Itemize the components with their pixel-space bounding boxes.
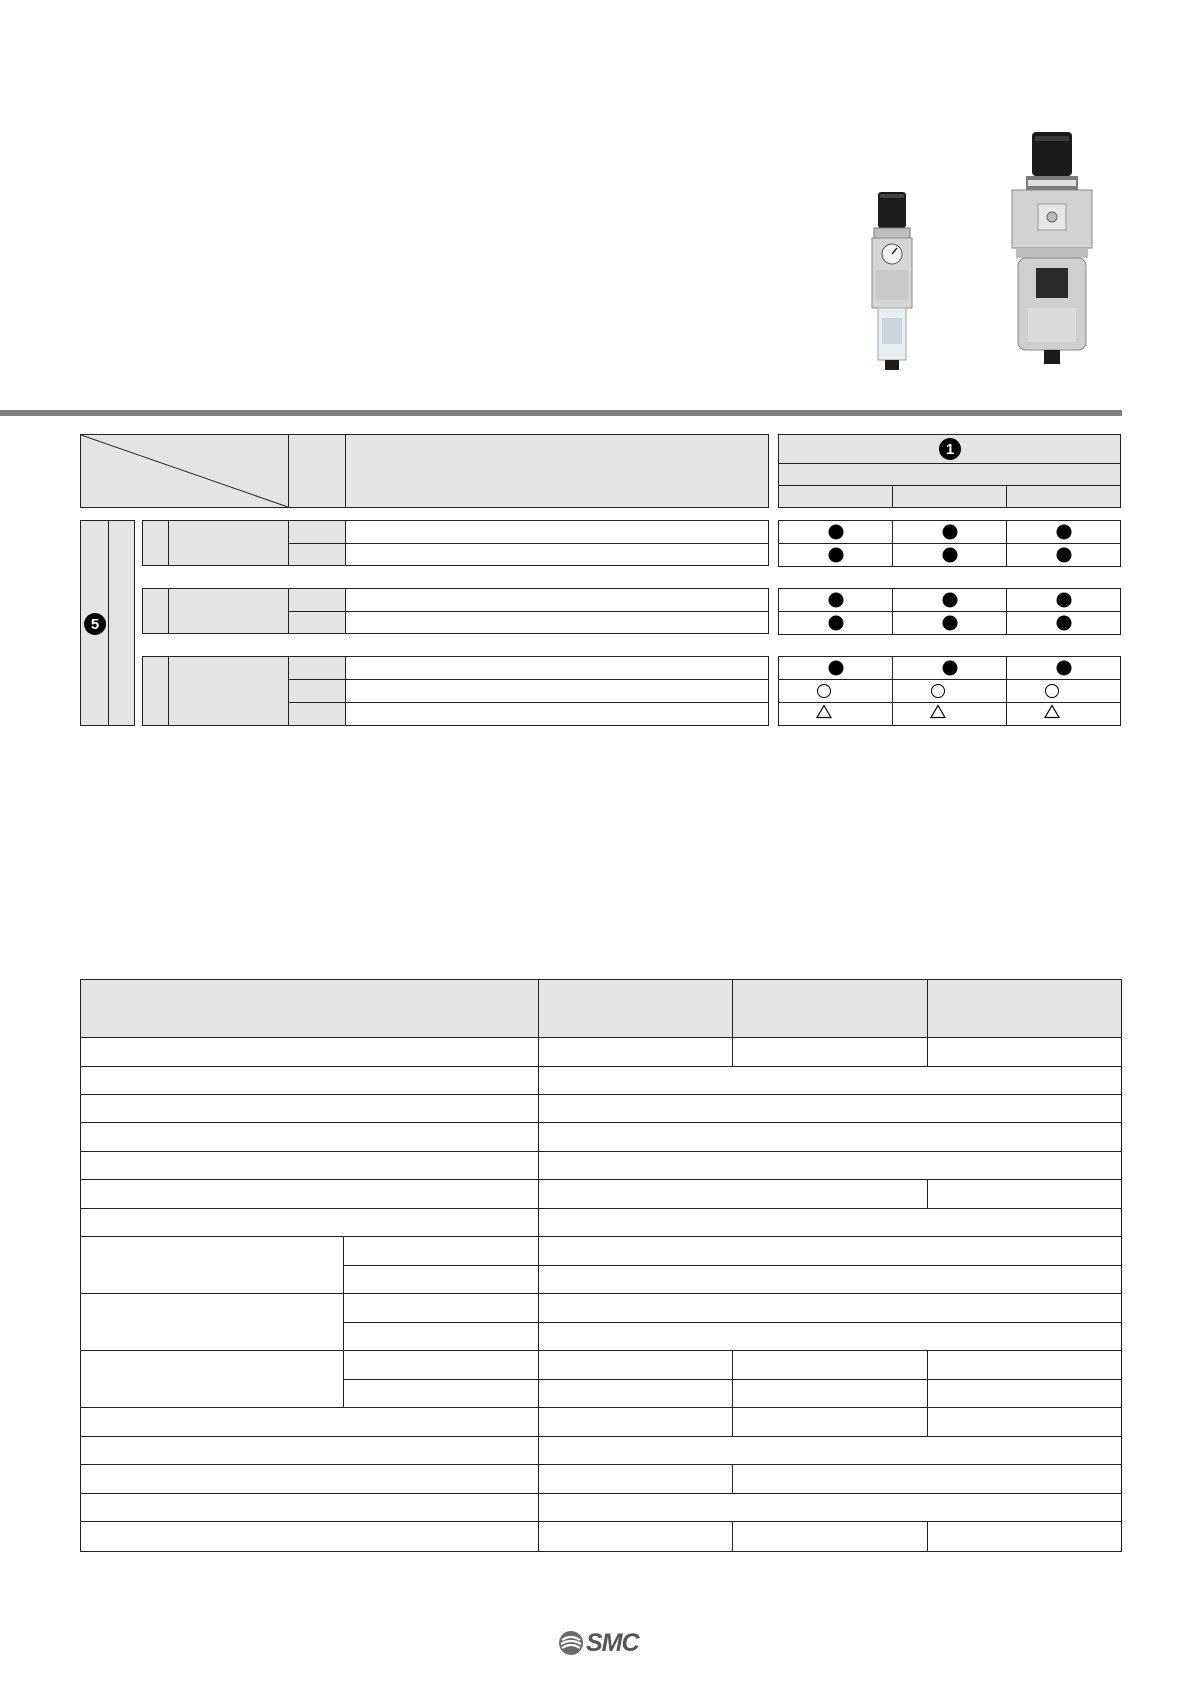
selection-header-model-c [1006, 485, 1121, 508]
spec-row-sublabel [343, 1265, 539, 1295]
spec-row-value [538, 1293, 1122, 1324]
filled-circle-icon [828, 593, 843, 608]
mark-cell [778, 543, 893, 567]
smc-logo-text: SMC [586, 1628, 639, 1657]
spec-row-label [80, 1407, 539, 1438]
spec-row-value [538, 1122, 1122, 1153]
group-2-row-2-code [288, 611, 346, 634]
spec-header-model [732, 979, 928, 1039]
spec-row-value [538, 1066, 1122, 1096]
spec-row-label-group [80, 1236, 344, 1295]
group-1-row-2-code [288, 543, 346, 566]
spec-row-label [80, 1464, 539, 1495]
group-3-index [142, 656, 169, 726]
category-column-inner [108, 520, 135, 726]
spec-row-label [80, 1521, 539, 1552]
spec-row-label [80, 1037, 539, 1068]
mark-cell [892, 611, 1007, 635]
spec-row-sublabel [343, 1322, 539, 1352]
spec-row-sublabel [343, 1350, 539, 1381]
spec-row-value [538, 1407, 733, 1438]
spec-row-label [80, 1066, 539, 1096]
group-1-index [142, 520, 169, 566]
triangle-icon [930, 705, 946, 724]
mark-cell [778, 702, 893, 726]
group-2-index [142, 588, 169, 634]
spec-row-value [732, 1037, 928, 1068]
selection-header-col-3 [345, 434, 769, 508]
smc-logo [558, 1626, 642, 1660]
group-2-name [168, 588, 289, 634]
group-2-row-2-desc [345, 611, 769, 634]
section-divider [0, 410, 1122, 416]
group-3-row-1-code [288, 656, 346, 680]
group-3-row-2-code [288, 679, 346, 703]
spec-row-value [538, 1265, 1122, 1295]
mark-cell [1006, 702, 1121, 726]
mark-cell [892, 588, 1007, 612]
spec-row-value [927, 1179, 1122, 1210]
spec-row-value [538, 1436, 1122, 1466]
mark-cell [892, 656, 1007, 680]
open-circle-icon [931, 684, 945, 698]
open-circle-icon [1045, 684, 1059, 698]
spec-row-value [538, 1179, 928, 1210]
spec-row-label-group [80, 1350, 344, 1409]
spec-header-item [80, 979, 539, 1039]
spec-row-value [538, 1094, 1122, 1124]
product-image-small [868, 188, 916, 378]
group-3-row-1-desc [345, 656, 769, 680]
spec-row-value [732, 1464, 1122, 1495]
filled-circle-icon [828, 548, 843, 563]
mark-cell [1006, 588, 1121, 612]
selection-header-model-a [778, 485, 893, 508]
group-1-row-1-code [288, 520, 346, 544]
filled-circle-icon [1056, 616, 1071, 631]
spec-row-label [80, 1208, 539, 1238]
smc-logo-icon [558, 1630, 584, 1656]
mark-cell [778, 679, 893, 703]
filled-circle-icon [1056, 661, 1071, 676]
spec-row-value [732, 1350, 928, 1381]
spec-row-value [538, 1151, 1122, 1181]
mark-cell [892, 520, 1007, 544]
selection-header-model-sub [778, 463, 1121, 486]
spec-row-label [80, 1493, 539, 1523]
spec-row-value [927, 1350, 1122, 1381]
open-circle-icon [817, 684, 831, 698]
spec-row-value [927, 1037, 1122, 1068]
mark-cell [892, 702, 1007, 726]
spec-row-label [80, 1151, 539, 1181]
filled-circle-icon [942, 661, 957, 676]
filled-circle-icon [1056, 593, 1071, 608]
filled-circle-icon [942, 593, 957, 608]
spec-header-model [538, 979, 733, 1039]
group-2-row-1-code [288, 588, 346, 612]
spec-row-value [538, 1379, 733, 1409]
spec-row-sublabel [343, 1293, 539, 1324]
spec-row-value [732, 1407, 928, 1438]
spec-row-label-group [80, 1293, 344, 1352]
selection-header-corner [80, 434, 289, 508]
filled-circle-icon [828, 525, 843, 540]
spec-row-value [927, 1407, 1122, 1438]
filled-circle-icon [1056, 525, 1071, 540]
spec-row-label [80, 1122, 539, 1153]
filled-circle-icon [942, 548, 957, 563]
spec-row-value [538, 1322, 1122, 1352]
filled-circle-icon [942, 616, 957, 631]
spec-row-value [538, 1350, 733, 1381]
filled-circle-icon [1056, 548, 1071, 563]
spec-row-value [538, 1037, 733, 1068]
selection-header-model-title [778, 434, 1121, 464]
group-2-row-1-desc [345, 588, 769, 612]
mark-cell [1006, 543, 1121, 567]
selection-header-model-b [892, 485, 1007, 508]
group-1-row-2-desc [345, 543, 769, 566]
mark-cell [1006, 656, 1121, 680]
group-3-row-3-desc [345, 702, 769, 726]
spec-row-label [80, 1436, 539, 1466]
group-3-name [168, 656, 289, 726]
mark-cell [778, 588, 893, 612]
mark-cell [1006, 611, 1121, 635]
product-image-large [1008, 128, 1096, 378]
selection-header-col-2 [288, 434, 346, 508]
spec-row-sublabel [343, 1379, 539, 1409]
spec-row-sublabel [343, 1236, 539, 1267]
spec-row-value [927, 1521, 1122, 1552]
mark-cell [1006, 679, 1121, 703]
group-3-row-3-code [288, 702, 346, 726]
mark-cell [778, 611, 893, 635]
spec-row-label [80, 1094, 539, 1124]
filled-circle-icon [828, 616, 843, 631]
spec-header-model [927, 979, 1122, 1039]
spec-row-value [538, 1236, 1122, 1267]
spec-row-value [732, 1379, 928, 1409]
category-column-outer [80, 520, 109, 726]
group-1-row-1-desc [345, 520, 769, 544]
mark-cell [778, 520, 893, 544]
spec-row-value [538, 1464, 733, 1495]
group-1-name [168, 520, 289, 566]
triangle-icon [816, 705, 832, 724]
spec-row-value [927, 1379, 1122, 1409]
spec-row-value [538, 1208, 1122, 1238]
spec-row-value [538, 1493, 1122, 1523]
mark-cell [892, 543, 1007, 567]
spec-row-value [538, 1521, 733, 1552]
spec-row-value [732, 1521, 928, 1552]
filled-circle-icon [828, 661, 843, 676]
mark-cell [778, 656, 893, 680]
circled-number-5: 5 [84, 613, 106, 635]
circled-number-1: 1 [939, 438, 961, 460]
group-3-row-2-desc [345, 679, 769, 703]
mark-cell [1006, 520, 1121, 544]
triangle-icon [1044, 705, 1060, 724]
filled-circle-icon [942, 525, 957, 540]
mark-cell [892, 679, 1007, 703]
spec-row-label [80, 1179, 539, 1210]
